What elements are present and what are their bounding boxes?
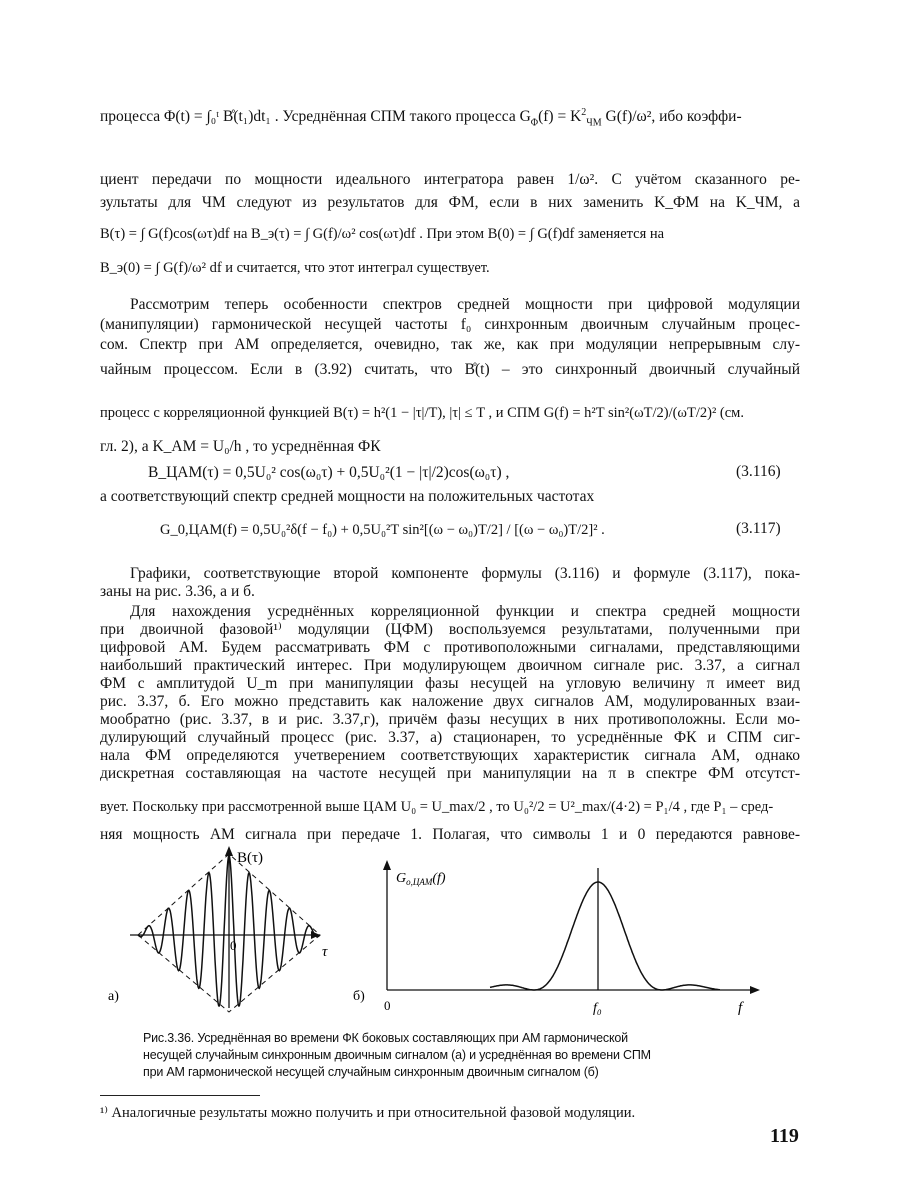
text-line: гл. 2), а K_АМ = U₀/h , то усреднённая ФК: [100, 438, 381, 455]
b-y-label: $G_{о,ЦАМ}(f)$: [396, 871, 446, 887]
equation-3-117: G_0,ЦАМ(f) = 0,5U₀²δ(f − f₀) + 0,5U₀²T sin²[(ω − ω₀)T/2] / [(ω − ω₀)T/2]² .: [160, 522, 605, 538]
text-line: циент передачи по мощности идеального интегратора равен 1/ω². С учётом сказанного ре-: [100, 171, 800, 188]
text-line: при двоичной фазовой¹⁾ модуляции (ЦФМ) воспользуемся результатами, полученными при: [100, 621, 800, 638]
figure-panel-a: [108, 846, 328, 1012]
formula-line: B_э(0) = ∫ G(f)/ω² df и считается, что этот интеграл существует.: [100, 260, 490, 276]
formula-line: вует. Поскольку при рассмотренной выше ЦАМ U₀ = U_max/2 , то U₀²/2 = U²_max/(4·2) = P₁/4 , где P₁ – сред-: [100, 799, 774, 815]
text-line: цифровой АМ. Будем рассматривать ФМ с противоположными сигналами, представляющими: [100, 639, 800, 656]
text-line: дулирующий случайный процесс (рис. 3.37, а) стационарен, то усреднённые ФК и СПМ сиг-: [100, 729, 800, 746]
b-f0-label: f₀: [593, 1001, 602, 1016]
b-y-arrow: [383, 860, 391, 870]
a-x-label: τ: [322, 944, 328, 960]
figure-panel-b: [353, 860, 760, 1016]
text-line: (манипуляции) гармонической несущей частоты f₀ синхронным двоичным случайным процес-: [100, 316, 800, 333]
a-origin: 0: [230, 938, 237, 953]
text-line: процесса Φ(t) = ∫₀ᵗ B̊(t₁)dt₁ . Усреднённая СПМ такого процесса $G_\Phi(f) = K^2_{ЧМ}$ G(f)/ω², ибо коэффи-: [100, 107, 742, 129]
text-line: ФМ с амплитудой U_m при манипуляции фазы несущей на угловую величину π имеет вид: [100, 675, 800, 692]
panel-a-label: а): [108, 989, 119, 1004]
b-spectrum-curve: [490, 882, 720, 990]
text-line: Графики, соответствующие второй компоненте формулы (3.116) и формуле (3.117), пока-: [130, 565, 800, 582]
b-x-label: f: [738, 1000, 743, 1016]
b-x-arrow: [750, 986, 760, 994]
equation-3-116: B_ЦАМ(τ) = 0,5U₀² cos(ω₀τ) + 0,5U₀²(1 − |τ|/2)cos(ω₀τ) ,: [148, 464, 510, 481]
text-line: дискретная составляющая на частоте несущей при манипуляции на π в спектре ФМ отсутст-: [100, 765, 800, 782]
figure-caption-line: несущей случайным синхронным двоичным сигналом (а) и усреднённая во времени СПМ: [143, 1048, 651, 1062]
formula-line: процесс с корреляционной функцией B(τ) = h²(1 − |τ|/T), |τ| ≤ T , и СПМ G(f) = h²T sin²(ωT/2)/(ωT/2)² (см.: [100, 405, 744, 421]
a-y-label: B(τ): [237, 850, 264, 866]
equation-number: (3.116): [736, 463, 781, 480]
text-line: чайным процессом. Если в (3.92) считать, что B̊(t) – это синхронный двоичный случайный: [100, 361, 800, 378]
text-line: няя мощность АМ сигнала при передаче 1. Полагая, что символы 1 и 0 передаются равнове-: [100, 826, 800, 843]
text-line: заны на рис. 3.36, а и б.: [100, 583, 255, 600]
panel-b-label: б): [353, 989, 365, 1004]
figure-caption-line: Рис.3.36. Усреднённая во времени ФК боковых составляющих при АМ гармонической: [143, 1031, 628, 1045]
text-line: рис. 3.37, б. Его можно представить как наложение двух сигналов АМ, модулированных взаи-: [100, 693, 800, 710]
b-origin: 0: [384, 998, 391, 1013]
text-line: сом. Спектр при АМ определяется, очевидно, так же, как при модуляции непрерывным слу-: [100, 336, 800, 353]
page-number: 119: [770, 1125, 799, 1147]
text-line: нала ФМ определяются учетверением соответствующих характеристик сигнала АМ, однако: [100, 747, 800, 764]
footnote: ¹⁾ Аналогичные результаты можно получить и при относительной фазовой модуляции.: [100, 1105, 636, 1121]
text-line: мообратно (рис. 3.37, в и рис. 3.37,г), причём фазы несущих в них противоположны. Если мо-: [100, 711, 800, 728]
footnote-divider: [100, 1095, 260, 1096]
text-line: наибольший практический интерес. При модулирующем двоичном сигнале рис. 3.37, а сигнал: [100, 657, 800, 674]
text-line: зультаты для ЧМ следуют из результатов для ФМ, если в них заменить K_ФМ на K_ЧМ, а: [100, 194, 800, 211]
text-line: а соответствующий спектр средней мощности на положительных частотах: [100, 488, 595, 505]
text-line: Для нахождения усреднённых корреляционной функции и спектра средней мощности: [130, 603, 800, 620]
formula-line: B(τ) = ∫ G(f)cos(ωτ)df на B_э(τ) = ∫ G(f)/ω² cos(ωτ)df . При этом B(0) = ∫ G(f)df заменяется на: [100, 226, 665, 242]
figure-caption-line: при АМ гармонической несущей случайным синхронным двоичным сигналом (б): [143, 1065, 599, 1079]
equation-number: (3.117): [736, 520, 781, 537]
text-line: Рассмотрим теперь особенности спектров средней мощности при цифровой модуляции: [130, 296, 800, 313]
